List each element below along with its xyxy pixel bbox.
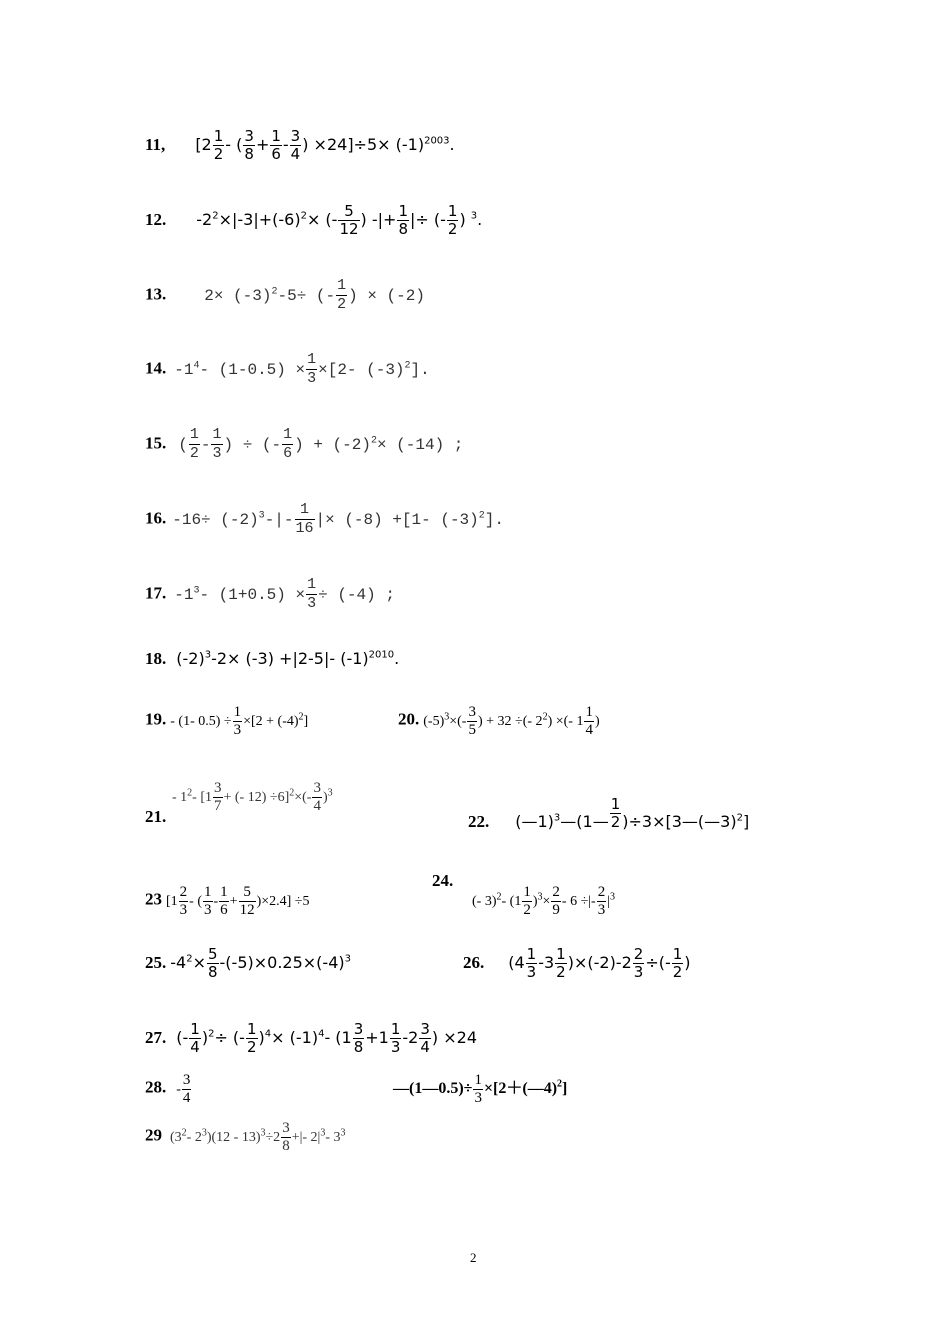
exponent: 2	[181, 1126, 187, 1138]
expr-text: -	[200, 435, 211, 454]
expr-text: +	[255, 134, 270, 154]
problem-25	[145, 946, 351, 981]
fraction: $\frac{3}{8}$	[353, 1020, 364, 1056]
exponent: 3	[258, 510, 265, 522]
expr-text: ÷ (-4) ;	[318, 585, 395, 604]
fraction: $\frac{1}{2}$	[246, 1020, 257, 1056]
expr-text: )(12 - 13)	[206, 1129, 261, 1145]
expr-text: - 1	[172, 789, 188, 805]
problem-number: 26.	[463, 952, 485, 972]
fraction: $\frac{1}{3}$	[204, 884, 212, 918]
problem-number: 11,	[145, 134, 166, 154]
problem-26	[463, 946, 691, 981]
expr-text: -3	[538, 952, 555, 972]
exponent: 3	[444, 710, 450, 722]
fraction: $\frac{1}{3}$	[474, 1072, 482, 1106]
problem-number: 22.	[468, 811, 490, 831]
expr-text: -2	[402, 1027, 419, 1047]
problem-number: 12.	[145, 209, 167, 229]
exponent: 2	[557, 1078, 563, 1090]
problem-14	[145, 352, 430, 387]
fraction: $\frac{1}{6}$	[220, 884, 228, 918]
problem-number: 23	[145, 889, 162, 909]
fraction: $\frac{1}{4}$	[190, 1020, 200, 1056]
fraction: $\frac{1}{3}$	[526, 945, 537, 981]
fraction: $\frac{1}{3}$	[390, 1020, 401, 1056]
expr-text: +|- 2|	[291, 1129, 321, 1145]
expr-text: [2	[195, 134, 212, 154]
expr-text: )	[594, 713, 600, 729]
expr-text: -	[176, 1081, 181, 1097]
fraction: $\frac{5}{8}$	[207, 945, 218, 981]
exponent: 3	[320, 1126, 326, 1138]
expr-text: |× (-8) +[1- (-3)	[315, 510, 479, 529]
expr-text: |÷ (-	[410, 209, 446, 229]
problem-20	[398, 704, 600, 739]
expr-text: (—1)	[515, 811, 554, 831]
expr-text: ÷(-	[645, 952, 671, 972]
fraction: $\frac{1}{3}$	[212, 426, 222, 462]
expr-text: 2× (-3)	[204, 286, 272, 305]
exponent: 4	[318, 1028, 325, 1040]
expr-text: ÷ (-	[214, 1027, 245, 1047]
expr-text: ) ×(- 1	[547, 713, 584, 729]
exponent: 3	[201, 1126, 207, 1138]
exponent: 3	[537, 890, 543, 902]
expr-text: ×	[192, 952, 206, 972]
expr-text: - (	[189, 893, 202, 909]
expr-text: |	[607, 893, 611, 909]
fraction: $\frac{5}{12}$	[239, 884, 255, 918]
problem-18	[145, 650, 399, 668]
expr-text: ]	[303, 713, 309, 729]
expr-text: (- 3)	[472, 893, 497, 909]
expr-text: -2× (-3) +|2-5|- (-1)	[211, 649, 369, 668]
expr-text: - (1-0.5) ×	[199, 360, 306, 379]
expr-text: ×[2- (-3)	[318, 360, 405, 379]
expr-text: - (1- 0.5) ÷	[170, 713, 232, 729]
page-number: 2	[470, 1250, 477, 1265]
expr-text: -1	[174, 585, 194, 604]
expr-text: ]	[562, 1080, 568, 1098]
expr-text: ) × (-2)	[348, 286, 425, 305]
exponent: 2	[186, 953, 193, 965]
problem-17	[145, 577, 395, 612]
expr-text: -2	[196, 209, 213, 229]
problem-number: 24.	[432, 871, 454, 890]
problem-number: 20.	[398, 709, 420, 729]
expr-text: - (1	[324, 1027, 352, 1047]
exponent: 3	[470, 210, 478, 222]
exponent: 2	[298, 710, 304, 722]
expr-text: ×	[542, 893, 551, 909]
expr-text: -16÷ (-2)	[172, 510, 259, 529]
expr-text: ) -|+	[360, 209, 397, 229]
expr-text: -4	[170, 952, 187, 972]
problem-21	[172, 780, 333, 815]
exponent: 3	[327, 786, 333, 798]
expr-text: -|-	[264, 510, 294, 529]
exponent: 3	[340, 1126, 346, 1138]
fraction: $\frac{1}{6}$	[271, 127, 281, 163]
exponent: 2	[736, 812, 743, 824]
expr-text: (	[178, 435, 188, 454]
fraction: $\frac{3}{4}$	[182, 1072, 191, 1106]
expr-text: )×(-2)-2	[567, 952, 632, 972]
expr-text: (-	[176, 1027, 189, 1047]
problem-13	[145, 278, 425, 313]
expr-text: )	[459, 209, 471, 229]
problem-27	[145, 1021, 477, 1056]
expr-text: (3	[170, 1129, 182, 1145]
expr-text: - 3	[325, 1129, 341, 1145]
fraction: $\frac{3}{7}$	[214, 780, 222, 814]
expr-text: (4	[508, 952, 525, 972]
fraction: $\frac{3}{4}$	[290, 127, 301, 163]
problem-number: 29	[145, 1125, 162, 1145]
fraction: $\frac{3}{5}$	[468, 704, 476, 738]
problem-number: 14.	[145, 358, 167, 378]
expr-text: )	[684, 952, 691, 972]
fraction: $\frac{1}{2}$	[556, 945, 566, 981]
expr-text: - (1+0.5) ×	[199, 585, 306, 604]
problem-23	[145, 884, 309, 919]
exponent: 2	[404, 360, 411, 372]
expr-text: -	[213, 893, 219, 909]
problem-number: 16.	[145, 508, 167, 528]
expr-text: [1	[166, 893, 178, 909]
fraction: $\frac{1}{2}$	[189, 426, 199, 462]
expr-text: ×(-	[449, 713, 467, 729]
problem-12	[145, 203, 482, 238]
exponent: 4	[193, 360, 200, 372]
problem-number: 17.	[145, 583, 167, 603]
expr-text: .	[449, 134, 455, 154]
expr-text: —(1—	[560, 811, 609, 831]
exponent: 2010	[368, 649, 395, 661]
expr-text: - (	[225, 134, 243, 154]
expr-text: +1	[365, 1027, 389, 1047]
expr-text: ].	[484, 510, 504, 529]
expr-text: ) + (-2)	[294, 435, 371, 454]
exponent: 2	[370, 435, 377, 447]
expr-text: ]	[742, 811, 750, 831]
problem-number: 13.	[145, 284, 167, 304]
fraction: $\frac{1}{2}$	[337, 277, 347, 313]
expr-text: (-5)	[423, 713, 445, 729]
problem-24	[472, 884, 615, 919]
exponent: 2	[300, 210, 307, 222]
fraction: $\frac{1}{3}$	[307, 351, 317, 387]
expr-text: ) + 32 ÷(- 2	[477, 713, 543, 729]
fraction: $\frac{1}{2}$	[610, 795, 621, 831]
exponent: 3	[193, 585, 200, 597]
expr-text: -5÷ (-	[277, 286, 336, 305]
expr-text: ×(-	[294, 789, 312, 805]
problem-28-continued	[393, 1072, 567, 1107]
exponent: 4	[264, 1028, 272, 1040]
expr-text: -1	[174, 360, 194, 379]
problem-19	[145, 704, 308, 739]
expr-text: - (1	[501, 893, 522, 909]
fraction: $\frac{3}{8}$	[244, 127, 254, 163]
exponent: 3	[344, 953, 351, 965]
expr-text: - [1	[192, 789, 212, 805]
expr-text: - 2	[186, 1129, 202, 1145]
problem-16	[145, 502, 504, 537]
exponent: 2003	[424, 135, 450, 147]
expr-text: )	[322, 789, 328, 805]
fraction: $\frac{1}{4}$	[585, 704, 593, 738]
fraction: $\frac{1}{2}$	[447, 202, 458, 238]
problem-number: 27.	[145, 1027, 167, 1047]
expr-text: .	[477, 209, 483, 229]
expr-text: ×|-3|+(-6)	[218, 209, 301, 229]
problem-number: 18.	[145, 649, 167, 668]
exponent: 2	[212, 210, 219, 222]
exponent: 2	[271, 286, 278, 298]
expr-text: - 6 ÷|-	[561, 893, 596, 909]
fraction: $\frac{3}{4}$	[313, 780, 321, 814]
expr-text: ) ×24]÷5× (-1)	[302, 134, 425, 154]
fraction: $\frac{2}{9}$	[552, 884, 560, 918]
exponent: 3	[260, 1126, 266, 1138]
expr-text: .	[394, 649, 400, 668]
fraction: $\frac{1}{8}$	[398, 202, 408, 238]
problem-28	[145, 1072, 192, 1107]
fraction: $\frac{1}{2}$	[672, 945, 683, 981]
expr-text: ×[2＋(—4)	[483, 1080, 558, 1098]
expr-text: -	[282, 134, 289, 154]
exponent: 3	[204, 649, 212, 661]
fraction: $\frac{2}{3}$	[633, 945, 644, 981]
expr-text: )	[258, 1027, 265, 1047]
problem-number: 21.	[145, 807, 167, 826]
expr-text: +	[229, 893, 238, 909]
exponent: 2	[289, 786, 295, 798]
fraction: $\frac{3}{8}$	[282, 1120, 290, 1154]
expr-text: ÷2	[265, 1129, 281, 1145]
expr-text: —(1—0.5)÷	[393, 1080, 473, 1098]
exponent: 2	[187, 786, 193, 798]
fraction: $\frac{1}{3}$	[307, 576, 317, 612]
fraction: $\frac{1}{2}$	[213, 127, 224, 163]
fraction: $\frac{2}{3}$	[179, 884, 188, 918]
expr-text: )	[201, 1027, 209, 1047]
exponent: 3	[610, 890, 616, 902]
exponent: 2	[496, 890, 502, 902]
fraction: $\frac{1}{3}$	[233, 704, 242, 738]
problem-11	[145, 128, 455, 163]
fraction: $\frac{3}{4}$	[420, 1020, 430, 1056]
fraction: $\frac{2}{3}$	[597, 884, 606, 918]
fraction: $\frac{1}{2}$	[523, 884, 531, 918]
problem-21-number	[145, 808, 166, 826]
problem-29	[145, 1120, 346, 1155]
fraction: $\frac{1}{16}$	[295, 501, 314, 537]
fraction: $\frac{1}{6}$	[283, 426, 293, 462]
expr-text: ) ×24	[431, 1027, 477, 1047]
expr-text: )×2.4] ÷5	[256, 893, 310, 909]
problem-22	[468, 796, 749, 831]
problem-number: 15.	[145, 433, 167, 453]
expr-text: × (-1)	[271, 1027, 319, 1047]
expr-text: ) ÷ (-	[223, 435, 282, 454]
exponent: 3	[553, 812, 561, 824]
expr-text: (-2)	[176, 649, 205, 668]
expr-text: + (- 12) ÷6]	[223, 789, 290, 805]
expr-text: ].	[410, 360, 430, 379]
problem-24-number	[432, 872, 453, 890]
problem-15	[145, 427, 463, 462]
exponent: 2	[208, 1028, 215, 1040]
problem-number: 19.	[145, 709, 167, 729]
exponent: 2	[478, 510, 485, 522]
expr-text: -(-5)×0.25×(-4)	[219, 952, 345, 972]
fraction: $\frac{5}{12}$	[339, 202, 359, 238]
expr-text: )	[532, 893, 538, 909]
expr-text: ×[2 + (-4)	[243, 713, 299, 729]
problem-number: 25.	[145, 952, 167, 972]
expr-text: × (-14) ;	[376, 435, 464, 454]
expr-text: )÷3×[3—(—3)	[622, 811, 737, 831]
expr-text: × (-	[306, 209, 338, 229]
problem-number: 28.	[145, 1077, 167, 1097]
exponent: 2	[542, 710, 548, 722]
